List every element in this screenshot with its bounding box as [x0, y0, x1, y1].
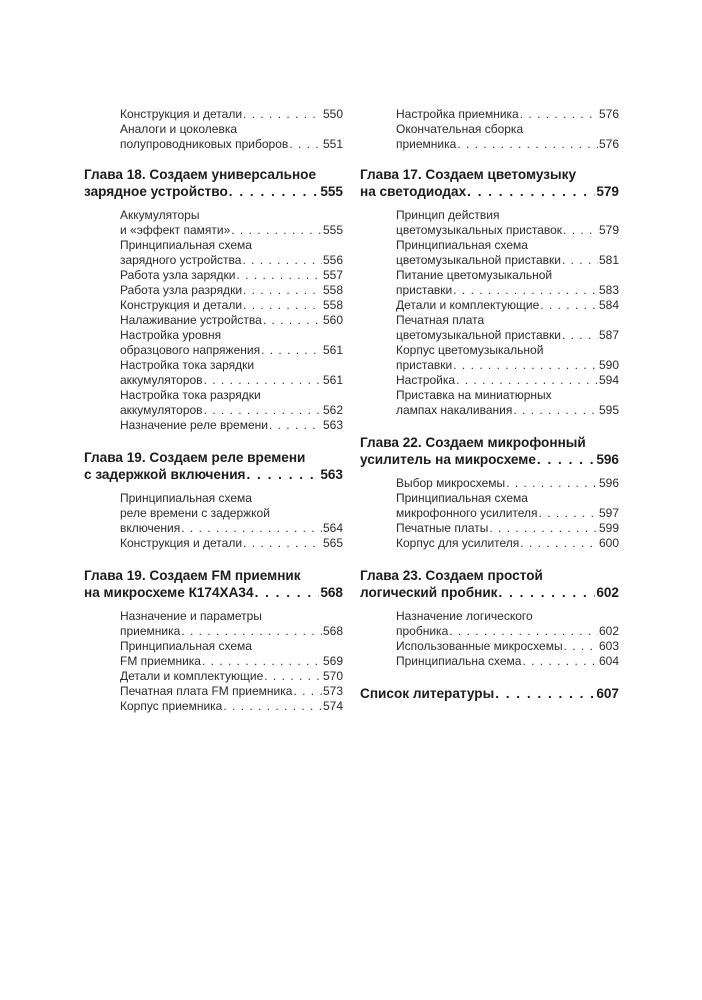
entry-text: Назначение реле времени: [120, 418, 268, 432]
entry-text: Окончательная сборка: [396, 122, 524, 136]
page-number: 590: [598, 358, 619, 372]
chapter-title-text: Глава 18. Создаем универсальное: [84, 167, 317, 182]
entry-text: Печатная плата: [396, 313, 485, 327]
chapter-title-text: на светодиодах: [360, 184, 467, 199]
toc-column-left: [84, 107, 343, 730]
chapter-entries: [120, 491, 343, 551]
page-number: 599: [598, 521, 619, 535]
page-number: 550: [322, 107, 343, 121]
dot-leader: [204, 373, 322, 388]
dot-leader: [563, 223, 598, 238]
entry-text: Настройка тока разрядки: [120, 388, 261, 402]
dot-leader: [506, 476, 598, 491]
chapter-entries: [396, 208, 619, 418]
dot-leader: [522, 654, 598, 669]
toc-entry[interactable]: [396, 298, 619, 313]
entry-text: Аналоги и цоколевка: [120, 122, 238, 136]
entry-text: Приставка на миниатюрных: [396, 388, 552, 402]
page-number: 584: [598, 298, 619, 312]
toc-entry[interactable]: [396, 373, 619, 388]
entry-text: Конструкция и детали: [120, 536, 243, 550]
entry-text: полупроводниковых приборов: [120, 137, 289, 151]
dot-leader: [562, 253, 598, 268]
entry-text: Принципиальная схема: [396, 491, 528, 505]
entry-text: Принципиальная схема: [120, 491, 252, 505]
page-number: 555: [320, 184, 343, 199]
entry-text: Корпус цветомузыкальной: [396, 343, 544, 357]
toc-entry[interactable]: [396, 268, 619, 298]
entry-text: Печатная плата FM приемника: [120, 684, 293, 698]
entry-text: Настройка приемника: [396, 107, 519, 121]
page-number: 561: [322, 373, 343, 387]
dot-leader: [261, 343, 322, 358]
page-number: 583: [598, 283, 619, 297]
toc-entry[interactable]: [120, 268, 343, 283]
toc-entry[interactable]: [396, 208, 619, 238]
toc-entry[interactable]: [396, 536, 619, 551]
dot-leader: [243, 298, 322, 313]
toc-entry[interactable]: [120, 328, 343, 358]
entry-text: реле времени с задержкой: [120, 506, 270, 520]
toc-entry[interactable]: [120, 418, 343, 433]
page-number: 558: [322, 298, 343, 312]
dot-leader: [231, 223, 322, 238]
dot-leader: [457, 137, 598, 152]
page-number: 573: [322, 684, 343, 698]
entry-text: Принцип действия: [396, 208, 500, 222]
entry-text: цветомузыкальной приставки: [396, 328, 561, 342]
dot-leader: [499, 584, 596, 601]
dot-leader: [202, 654, 322, 669]
dot-leader: [204, 403, 322, 418]
chapter-block: [360, 434, 619, 551]
entry-text: пробника: [396, 624, 449, 638]
entry-text: Детали и комплектующие: [120, 669, 264, 683]
entry-text: Настройка уровня: [120, 328, 222, 342]
dot-leader: [229, 183, 320, 200]
entry-text: зарядного устройства: [120, 253, 242, 267]
dot-leader: [289, 137, 322, 152]
toc-entry[interactable]: [396, 521, 619, 536]
continued-entries: [120, 107, 343, 152]
chapter-entries: [396, 476, 619, 551]
entry-text: FM приемника: [120, 654, 201, 668]
dot-leader: [264, 669, 322, 684]
chapter-title[interactable]: [84, 449, 343, 483]
entry-text: Принципиальна схема: [396, 654, 522, 668]
chapter-entries: [396, 609, 619, 669]
toc-entry[interactable]: [120, 122, 343, 152]
dot-leader: [467, 183, 595, 200]
entry-text: приставки: [396, 358, 453, 372]
chapter-title-text: Глава 17. Создаем цветомузыку: [360, 167, 577, 182]
chapter-title-text: с задержкой включения: [84, 467, 246, 482]
toc-entry[interactable]: [396, 122, 619, 152]
dot-leader: [495, 685, 595, 702]
page-number: 558: [322, 283, 343, 297]
entry-text: цветомузыкальных приставок: [396, 223, 563, 237]
entry-text: Настройка: [396, 373, 456, 387]
entry-text: Питание цветомузыкальной: [396, 268, 553, 282]
page-number: 602: [598, 624, 619, 638]
chapter-block: [360, 567, 619, 669]
dot-leader: [562, 328, 598, 343]
toc-column-right: [360, 107, 619, 718]
page-number: 563: [322, 418, 343, 432]
chapter-title[interactable]: [360, 685, 619, 702]
chapter-title-text: логический пробник: [360, 585, 498, 600]
chapter-block: [84, 449, 343, 551]
chapter-block: [84, 567, 343, 714]
chapter-title-text: Глава 22. Создаем микрофонный: [360, 435, 586, 450]
dot-leader: [223, 699, 322, 714]
chapter-title-text: Глава 23. Создаем простой: [360, 568, 543, 583]
page-number: 556: [322, 253, 343, 267]
chapter-title-text: Глава 19. Создаем FM приемник: [84, 568, 301, 583]
entry-text: аккумуляторов: [120, 403, 203, 417]
dot-leader: [247, 466, 320, 483]
page-number: 568: [322, 624, 343, 638]
page-number: 596: [596, 452, 619, 467]
toc-entry[interactable]: [396, 238, 619, 268]
toc-entry[interactable]: [396, 491, 619, 521]
chapter-title[interactable]: [84, 166, 343, 200]
toc-entry[interactable]: [120, 639, 343, 669]
entry-text: Работа узла разрядки: [120, 283, 243, 297]
dot-leader: [539, 506, 598, 521]
page-number: 569: [322, 654, 343, 668]
page-number: 564: [322, 521, 343, 535]
dot-leader: [236, 268, 321, 283]
entry-text: Конструкция и детали: [120, 298, 243, 312]
chapter-block: [84, 166, 343, 433]
dot-leader: [453, 283, 598, 298]
dot-leader: [520, 536, 598, 551]
dot-leader: [269, 418, 322, 433]
page-number: 563: [320, 467, 343, 482]
entry-text: Использованные микросхемы: [396, 639, 563, 653]
dot-leader: [243, 536, 322, 551]
chapter-entries: [120, 208, 343, 433]
dot-leader: [243, 107, 322, 122]
entry-text: Настройка тока зарядки: [120, 358, 255, 372]
dot-leader: [243, 283, 322, 298]
page-number: 555: [322, 223, 343, 237]
toc-entry[interactable]: [120, 491, 343, 536]
entry-text: Корпус приемника: [120, 699, 223, 713]
page-number: 562: [322, 403, 343, 417]
dot-leader: [449, 624, 598, 639]
dot-leader: [263, 313, 322, 328]
page-number: 594: [598, 373, 619, 387]
page-number: 551: [322, 137, 343, 151]
dot-leader: [537, 451, 595, 468]
toc-entry[interactable]: [396, 313, 619, 343]
chapter-title-text: усилитель на микросхеме: [360, 452, 536, 467]
entry-text: Принципиальная схема: [120, 639, 252, 653]
toc-entry[interactable]: [120, 107, 343, 122]
chapter-title[interactable]: [360, 434, 619, 468]
chapter-title[interactable]: [84, 567, 343, 601]
chapter-block: [360, 685, 619, 702]
page-number: 604: [598, 654, 619, 668]
page-number: 603: [598, 639, 619, 653]
page-number: 561: [322, 343, 343, 357]
chapter-title-text: Список литературы: [360, 686, 495, 701]
toc-entry[interactable]: [120, 283, 343, 298]
dot-leader: [181, 521, 322, 536]
dot-leader: [513, 403, 598, 418]
chapter-block: [360, 166, 619, 418]
entry-text: Налаживание устройства: [120, 313, 262, 327]
page-number: 576: [598, 137, 619, 151]
dot-leader: [181, 624, 322, 639]
page-number: 587: [598, 328, 619, 342]
dot-leader: [564, 639, 598, 654]
page-number: 596: [598, 476, 619, 490]
toc-entry[interactable]: [120, 313, 343, 328]
page-number: 565: [322, 536, 343, 550]
page-number: 579: [598, 223, 619, 237]
chapter-entries: [120, 609, 343, 714]
dot-leader: [540, 298, 598, 313]
page-number: 597: [598, 506, 619, 520]
toc-entry[interactable]: [396, 654, 619, 669]
toc-entry[interactable]: [120, 238, 343, 268]
page-number: 607: [596, 686, 619, 701]
page-number: 579: [596, 184, 619, 199]
entry-text: Аккумуляторы: [120, 208, 200, 222]
page-number: 600: [598, 536, 619, 550]
entry-text: Работа узла зарядки: [120, 268, 236, 282]
chapter-title-text: Глава 19. Создаем реле времени: [84, 450, 306, 465]
entry-text: приемника: [396, 137, 457, 151]
toc-entry[interactable]: [120, 358, 343, 388]
toc-entry[interactable]: [120, 684, 343, 699]
toc-entry[interactable]: [396, 343, 619, 373]
entry-text: и «эффект памяти»: [120, 223, 231, 237]
page-number: 557: [322, 268, 343, 282]
entry-text: включения: [120, 521, 181, 535]
toc-entry[interactable]: [120, 298, 343, 313]
entry-text: Печатные платы: [396, 521, 489, 535]
page-number: 574: [322, 699, 343, 713]
entry-text: микрофонного усилителя: [396, 506, 538, 520]
continued-entries: [396, 107, 619, 152]
dot-leader: [456, 373, 598, 388]
entry-text: цветомузыкальной приставки: [396, 253, 561, 267]
entry-text: Принципиальная схема: [396, 238, 528, 252]
entry-text: Детали и комплектующие: [396, 298, 540, 312]
toc-entry[interactable]: [120, 609, 343, 639]
dot-leader: [255, 584, 320, 601]
toc-entry[interactable]: [396, 107, 619, 122]
entry-text: образцового напряжения: [120, 343, 261, 357]
entry-text: Корпус для усилителя: [396, 536, 520, 550]
entry-text: приставки: [396, 283, 453, 297]
toc-entry[interactable]: [120, 536, 343, 551]
entry-text: Конструкция и детали: [120, 107, 243, 121]
page-number: 576: [598, 107, 619, 121]
entry-text: Принципиальная схема: [120, 238, 252, 252]
chapter-title-text: на микросхеме К174ХА34: [84, 585, 254, 600]
toc-entry[interactable]: [120, 208, 343, 238]
toc-entry[interactable]: [396, 609, 619, 639]
dot-leader: [453, 358, 598, 373]
toc-entry[interactable]: [396, 476, 619, 491]
page-number: 581: [598, 253, 619, 267]
toc-entry[interactable]: [120, 388, 343, 418]
dot-leader: [242, 253, 322, 268]
toc-entry[interactable]: [120, 669, 343, 684]
page-number: 595: [598, 403, 619, 417]
entry-text: лампах накаливания: [396, 403, 513, 417]
entry-text: приемника: [120, 624, 181, 638]
page-number: 570: [322, 669, 343, 683]
page-number: 560: [322, 313, 343, 327]
page-number: 602: [596, 585, 619, 600]
toc-entry[interactable]: [120, 699, 343, 714]
page-number: 568: [320, 585, 343, 600]
chapter-title-text: зарядное устройство: [84, 184, 228, 199]
chapter-title[interactable]: [360, 567, 619, 601]
entry-text: аккумуляторов: [120, 373, 203, 387]
chapter-title[interactable]: [360, 166, 619, 200]
toc-entry[interactable]: [396, 388, 619, 418]
toc-entry[interactable]: [396, 639, 619, 654]
dot-leader: [293, 684, 322, 699]
dot-leader: [520, 107, 598, 122]
entry-text: Назначение и параметры: [120, 609, 262, 623]
entry-text: Выбор микросхемы: [396, 476, 506, 490]
dot-leader: [489, 521, 598, 536]
entry-text: Назначение логического: [396, 609, 533, 623]
